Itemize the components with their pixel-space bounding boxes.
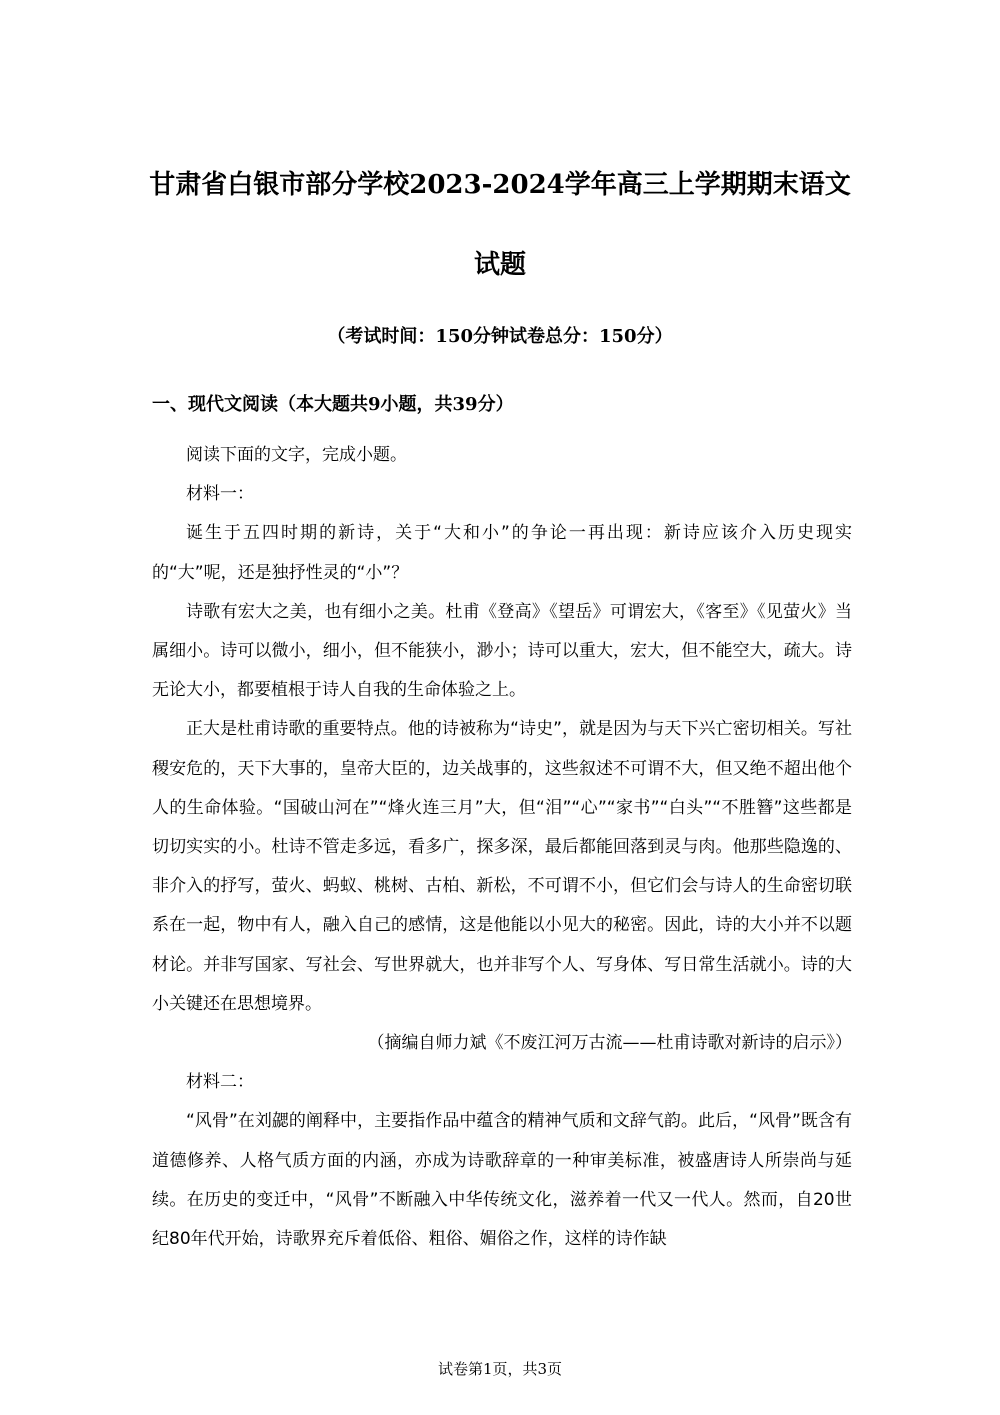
paragraph: 诗歌有宏大之美，也有细小之美。杜甫《登高》《望岳》可谓宏大，《客至》《见萤火》当属细小。诗可以微小，细小，但不能狭小，渺小；诗可以重大，宏大，但不能空大，疏大。诗无论大小，都要植根于诗人自我的生命体验之上。 (152, 601, 852, 701)
exam-info: （考试时间：150分钟试卷总分：150分） (327, 326, 673, 347)
material-label: 材料一： (186, 484, 254, 505)
source-citation: （摘编自师力斌《不废江河万古流——杜甫诗歌对新诗的启示》） (367, 1033, 852, 1054)
page-footer: 试卷第1页，共3页 (437, 1360, 563, 1378)
paragraph: “风骨”在刘勰的阐释中，主要指作品中蕴含的精神气质和文辞气韵。此后，“风骨”既含有道德修养、人格气质方面的内涵，亦成为诗歌辞章的一种审美标准，被盛唐诗人所崇尚与延续。在历史的变迁中，“风骨”不断融入中华传统文化，滋养着一代又一代人。然而，自20世纪80年代开始，诗歌界充斥着低俗、粗俗、媚俗之作，这样的诗作缺 (152, 1111, 852, 1250)
paragraph: 正大是杜甫诗歌的重要特点。他的诗被称为“诗史”，就是因为与天下兴亡密切相关。写社稷安危的，天下大事的，皇帝大臣的，边关战事的，这些叙述不可谓不大，但又绝不超出他个人的生命体验。“国破山河在”“烽火连三月”大，但“泪”“心”“家书”“白头”“不胜簪”这些都是切切实实的小。杜诗不管走多远，看多广，探多深，最后都能回落到灵与肉。他那些隐逸的、非介入的抒写，萤火、蚂蚁、桃树、古柏、新松，不可谓不小，但它们会与诗人的生命密切联系在一起，物中有人，融入自己的感情，这是他能以小见大的秘密。因此，诗的大小并不以题材论。并非写国家、写社会、写世界就大，也并非写个人、写身体、写日常生活就小。诗的大小关键还在思想境界。 (152, 719, 852, 1014)
instruction-text: 阅读下面的文字，完成小题。 (186, 445, 407, 465)
document-title-line2: 试题 (473, 250, 526, 280)
paragraph: 诞生于五四时期的新诗，关于“大和小”的争论一再出现：新诗应该介入历史现实的“大”呢，还是独抒性灵的“小”？ (152, 523, 852, 583)
reading-material (152, 436, 852, 1259)
material-label: 材料二： (186, 1072, 254, 1093)
document-title-line1: 甘肃省白银市部分学校2023-2024学年高三上学期期末语文 (149, 170, 851, 200)
section-heading: 一、现代文阅读（本大题共9小题，共39分） (152, 394, 514, 415)
